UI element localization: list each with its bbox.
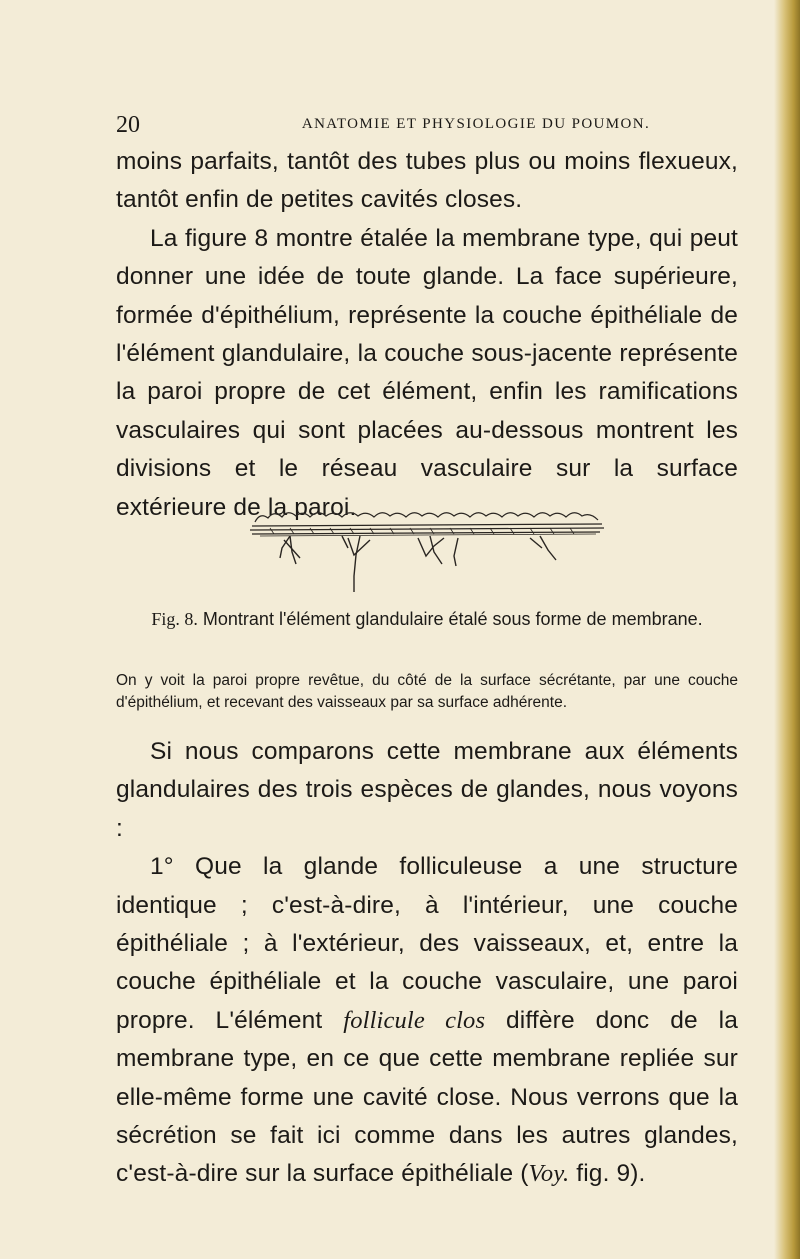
item1-text-close: fig. 9). — [569, 1160, 646, 1188]
glandular-membrane-drawing — [230, 500, 620, 600]
item1-text-end: diffère donc de la membrane type, en ce que cette membrane repliée sur elle-même forme une cavité close. Nous verrons que la sécrétion se fait ici comme dans les autres glandes, c'est-à-dire sur la surface épithéliale ( — [116, 1006, 739, 1188]
figure-label: Fig. 8. — [151, 609, 198, 629]
paragraph-continuation: moins parfaits, tantôt des tubes plus ou moins flexueux, tantôt enfin de petites cavités closes. — [116, 148, 738, 214]
figure-legend — [116, 670, 738, 714]
paragraph-item-1 — [116, 848, 738, 1194]
figure-caption-text: Montrant l'élément glandulaire étalé sous forme de membrane. — [202, 609, 703, 629]
running-head: ANATOMIE ET PHYSIOLOGIE DU POUMON. — [301, 116, 651, 132]
page-header — [116, 112, 736, 142]
item1-italic-term: follicule clos — [343, 1006, 486, 1034]
paragraph-figure-description: La figure 8 montre étalée la membrane type, qui peut donner une idée de toute glande. La face supérieure, formée d'épithélium, représente la couche épithéliale de l'élément glandulaire, la couche sous-jacente représente la paroi propre de cet élément, enfin les ramifications vasculaires qui sont placées au-dessous montrent les divisions et le réseau vasculaire sur la surface extérieure de la paroi. — [116, 224, 738, 521]
paragraph-1 — [116, 143, 738, 527]
figure-legend-text: On y voit la paroi propre revêtue, du côté de la surface sécrétante, par une couche d'épithélium, et recevant des vaisseaux par sa surface adhérente. — [116, 672, 738, 711]
page-edge — [774, 0, 800, 1259]
item1-text-start: 1° Que la glande folliculeuse a une structure identique ; c'est-à-dire, à l'intérieur, une couche épithéliale ; à l'extérieur, des vaisseaux, et, entre la couche épithéliale et la couche vasculaire, une paroi propre. L'élément — [116, 853, 738, 1034]
page-number: 20 — [116, 112, 140, 138]
item1-voy-reference: Voy. — [528, 1160, 570, 1188]
figure-caption — [116, 607, 738, 632]
figure-8-illustration — [230, 500, 620, 600]
paragraph-comparison-intro: Si nous comparons cette membrane aux éléments glandulaires des trois espèces de glandes, nous voyons : — [116, 738, 738, 842]
paragraph-2 — [116, 733, 738, 1194]
